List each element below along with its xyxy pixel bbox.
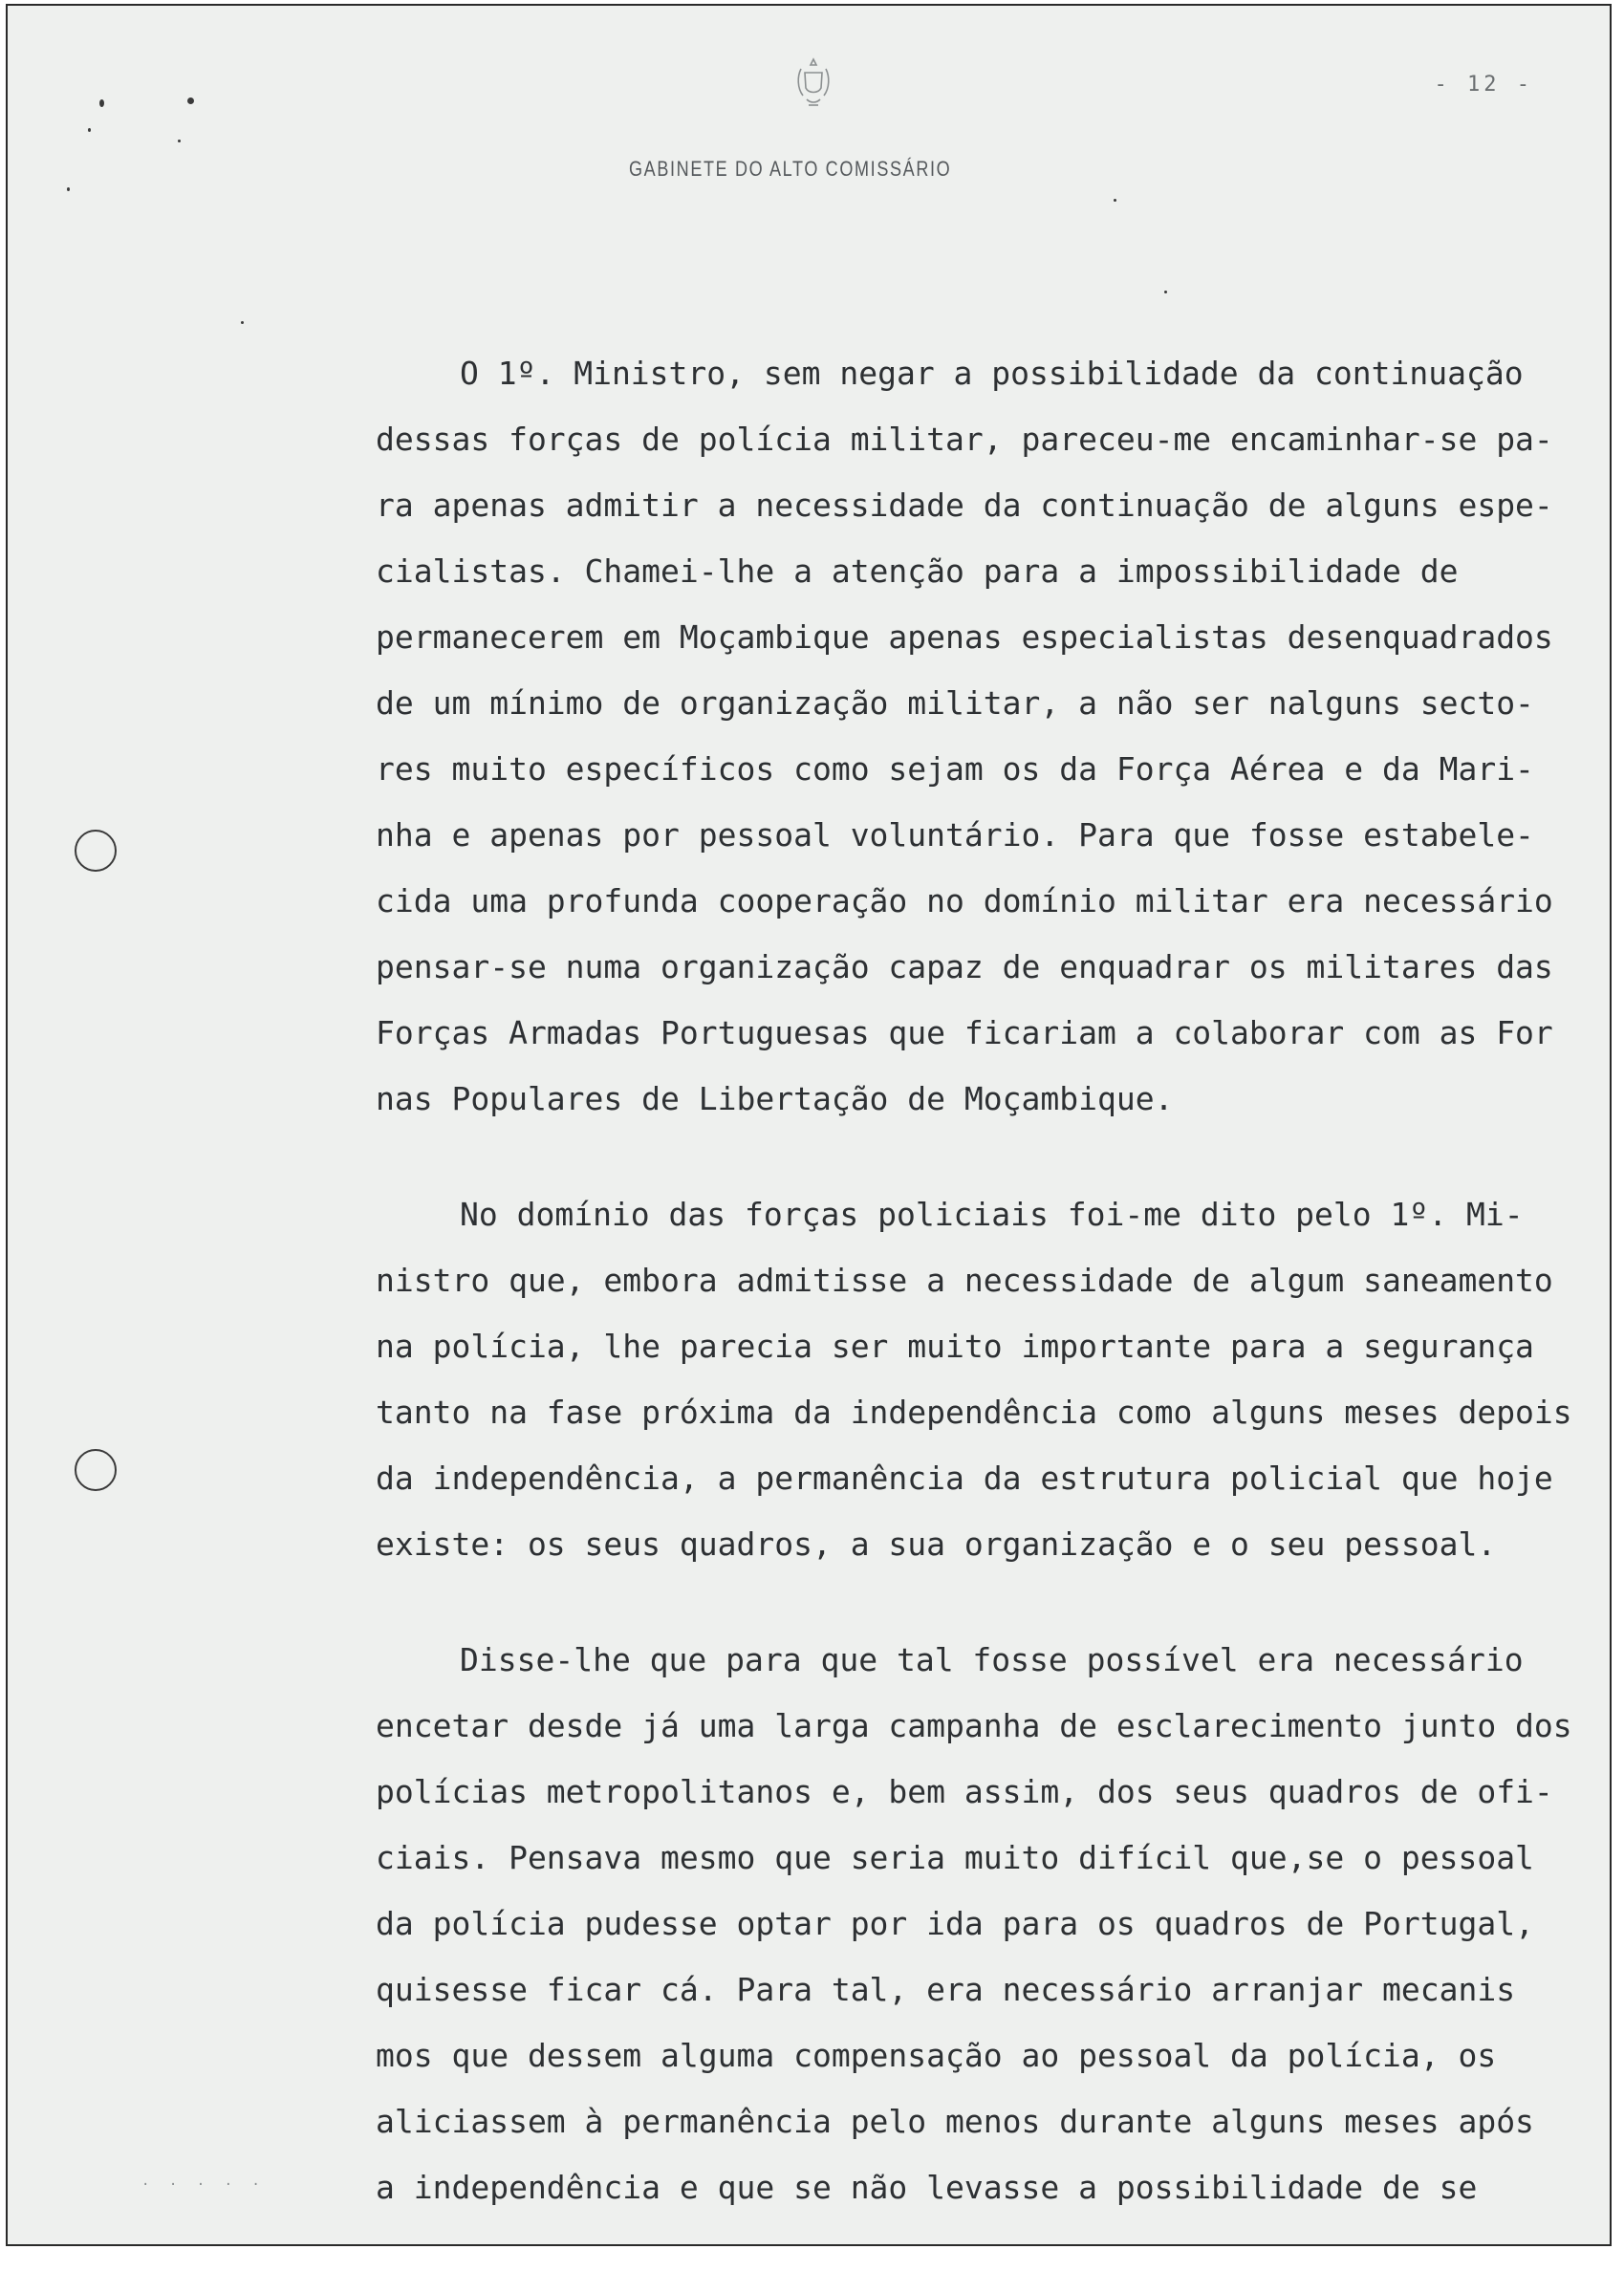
text-line: polícias metropolitanos e, bem assim, dos seus quadros de ofi-	[376, 1773, 1553, 1810]
text-line: Disse-lhe que para que tal fosse possível era necessário	[460, 1641, 1524, 1678]
paragraph-gap	[376, 1132, 1570, 1181]
text-line: O 1º. Ministro, sem negar a possibilidade da continuação	[460, 355, 1524, 392]
text-line: cialistas. Chamei-lhe a atenção para a impossibilidade de	[376, 552, 1459, 590]
text-line: cida uma profunda cooperação no domínio militar era necessário	[376, 882, 1553, 919]
text-line: ra apenas admitir a necessidade da continuação de alguns espe-	[376, 487, 1553, 524]
text-line: da independência, a permanência da estrutura policial que hoje	[376, 1460, 1553, 1497]
text-line: nha e apenas por pessoal voluntário. Para que fosse estabele-	[376, 816, 1534, 854]
page-number: - 12 -	[1434, 73, 1533, 97]
document-page	[6, 4, 1612, 2246]
coat-of-arms-seal	[790, 55, 837, 111]
text-line: aliciassem à permanência pelo menos durante alguns meses após	[376, 2103, 1534, 2140]
letter-body	[376, 340, 1570, 2220]
ink-speck	[88, 128, 91, 132]
text-line: nistro que, embora admitisse a necessidade de algum saneamento	[376, 1262, 1553, 1299]
margin-note: · · · · ·	[141, 2177, 266, 2193]
ink-speck	[241, 321, 244, 324]
ink-speck	[1164, 291, 1167, 293]
text-line: ciais. Pensava mesmo que seria muito difícil que,se o pessoal	[376, 1839, 1534, 1876]
letterhead-title: GABINETE DO ALTO COMISSÁRIO	[629, 157, 952, 181]
text-line: na polícia, lhe parecia ser muito importante para a segurança	[376, 1328, 1534, 1365]
text-line: permanecerem em Moçambique apenas especialistas desenquadrados	[376, 618, 1553, 656]
text-line: mos que dessem alguma compensação ao pessoal da polícia, os	[376, 2037, 1497, 2074]
ink-speck	[67, 187, 70, 191]
text-line: pensar-se numa organização capaz de enquadrar os militares das	[376, 948, 1553, 985]
ink-speck	[187, 97, 194, 104]
text-line: de um mínimo de organização militar, a não ser nalguns secto-	[376, 684, 1534, 722]
text-line: Forças Armadas Portuguesas que ficariam a colaborar com as For	[376, 1014, 1553, 1051]
text-line: quisesse ficar cá. Para tal, era necessário arranjar mecanis	[376, 1971, 1516, 2008]
text-line: res muito específicos como sejam os da Força Aérea e da Mari-	[376, 750, 1534, 788]
text-line: da polícia pudesse optar por ida para os quadros de Portugal,	[376, 1905, 1534, 1942]
punch-hole	[75, 1449, 117, 1491]
text-line: nas Populares de Libertação de Moçambique.	[376, 1080, 1174, 1117]
ink-speck	[1114, 199, 1116, 202]
text-line: tanto na fase próxima da independência como alguns meses depois	[376, 1394, 1572, 1431]
paragraph-gap	[376, 1577, 1570, 1627]
text-line: encetar desde já uma larga campanha de esclarecimento junto dos	[376, 1707, 1572, 1744]
ink-speck	[178, 140, 181, 142]
text-line: dessas forças de polícia militar, pareceu-me encaminhar-se pa-	[376, 421, 1553, 458]
punch-hole	[75, 830, 117, 872]
text-line: existe: os seus quadros, a sua organização e o seu pessoal.	[376, 1525, 1497, 1563]
text-line: No domínio das forças policiais foi-me dito pelo 1º. Mi-	[460, 1196, 1524, 1233]
ink-speck	[99, 99, 104, 107]
text-line: a independência e que se não levasse a possibilidade de se	[376, 2169, 1478, 2206]
